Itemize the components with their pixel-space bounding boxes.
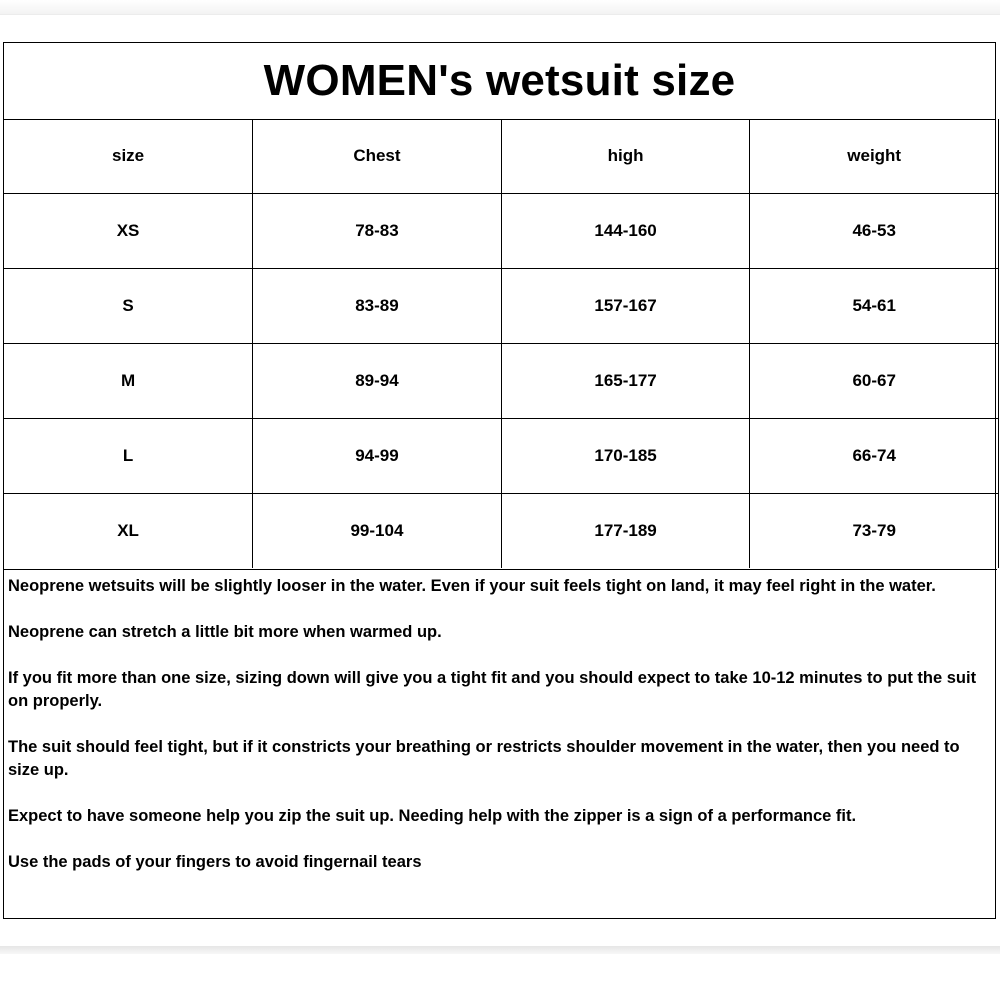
- size-cell: XL: [4, 494, 253, 569]
- size-cell: S: [4, 269, 253, 344]
- size-chart-sheet: [3, 42, 996, 919]
- table-row: [4, 269, 999, 344]
- size-cell: L: [4, 419, 253, 494]
- chest-cell: 78-83: [253, 194, 502, 269]
- column-header-size: size: [4, 119, 253, 194]
- weight-cell: 60-67: [750, 344, 999, 419]
- bottom-edge-band: [0, 946, 1000, 954]
- weight-cell: 54-61: [750, 269, 999, 344]
- chart-title: WOMEN's wetsuit size: [4, 43, 995, 120]
- chest-cell: 83-89: [253, 269, 502, 344]
- note-sizing-down: If you fit more than one size, sizing down will give you a tight fit and you should expect to take 10-12 minutes to put the suit on properly.: [8, 669, 977, 710]
- column-header-chest: Chest: [253, 119, 502, 194]
- weight-cell: 66-74: [750, 419, 999, 494]
- weight-cell: 73-79: [750, 494, 999, 569]
- high-cell: 144-160: [501, 194, 750, 269]
- table-row: [4, 494, 999, 569]
- chest-cell: 89-94: [253, 344, 502, 419]
- high-cell: 170-185: [501, 419, 750, 494]
- note-zip-help: Expect to have someone help you zip the suit up. Needing help with the zipper is a sign of a performance fit.: [8, 807, 857, 825]
- weight-cell: 46-53: [750, 194, 999, 269]
- table-row: [4, 344, 999, 419]
- size-table: [4, 119, 999, 568]
- chest-cell: 99-104: [253, 494, 502, 569]
- note-fingernail-tears: Use the pads of your fingers to avoid fingernail tears: [8, 853, 422, 871]
- note-stretch-when-warm: Neoprene can stretch a little bit more when warmed up.: [8, 623, 442, 641]
- size-cell: XS: [4, 194, 253, 269]
- high-cell: 165-177: [501, 344, 750, 419]
- high-cell: 177-189: [501, 494, 750, 569]
- size-cell: M: [4, 344, 253, 419]
- top-edge-band: [0, 0, 1000, 15]
- fitting-notes: [4, 569, 997, 919]
- note-size-up: The suit should feel tight, but if it constricts your breathing or restricts shoulder movement in the water, then you need to size up.: [8, 738, 960, 779]
- table-row: [4, 194, 999, 269]
- chest-cell: 94-99: [253, 419, 502, 494]
- note-looser-in-water: Neoprene wetsuits will be slightly looser in the water. Even if your suit feels tight on land, it may feel right in the water.: [8, 577, 936, 595]
- column-header-high: high: [501, 119, 750, 194]
- table-row: [4, 419, 999, 494]
- high-cell: 157-167: [501, 269, 750, 344]
- column-header-weight: weight: [750, 119, 999, 194]
- table-header-row: [4, 119, 999, 194]
